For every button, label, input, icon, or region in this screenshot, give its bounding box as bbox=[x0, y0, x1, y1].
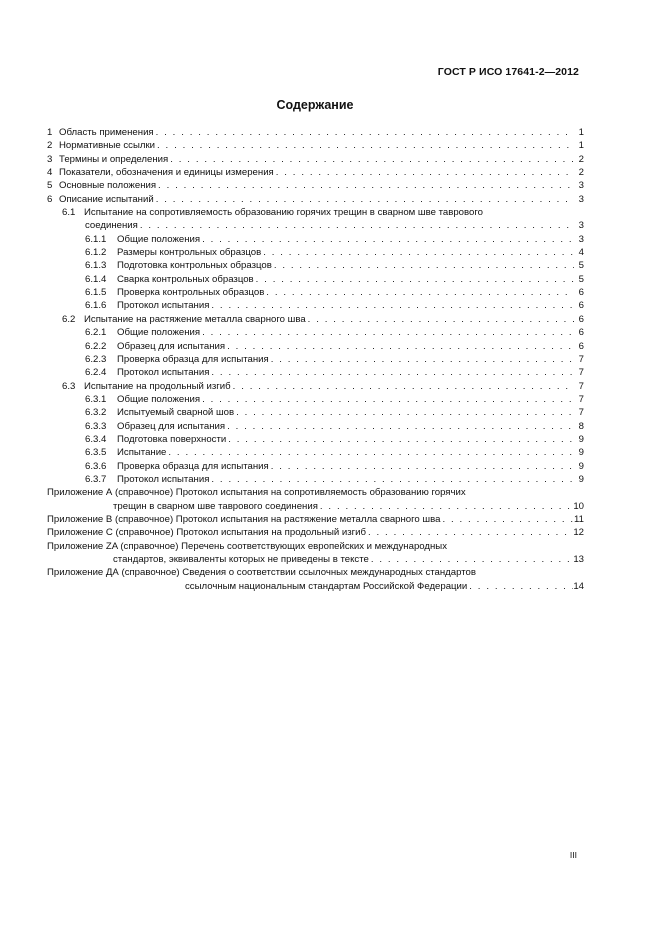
page-title: Содержание bbox=[276, 98, 354, 112]
toc-entry-title bbox=[47, 153, 168, 166]
toc-entry-title bbox=[85, 353, 269, 366]
toc-entry bbox=[47, 259, 584, 272]
toc-entry-number: 6.1.3 bbox=[85, 260, 107, 272]
annex-entry-title: Приложение В (справочное) Протокол испытания на растяжение металла сварного шва bbox=[47, 513, 441, 525]
leader-dots bbox=[366, 526, 573, 539]
leader-dots bbox=[138, 219, 574, 232]
leader-dots bbox=[306, 313, 574, 326]
toc-entry-title bbox=[85, 326, 200, 339]
annex-entry-title-cont: стандартов, эквиваленты которых не приведены в тексте bbox=[113, 554, 369, 565]
annex-entry-line: Приложение ZA (справочное) Перечень соответствующих европейских и международных bbox=[47, 540, 447, 552]
toc-entry-number: 6.1.5 bbox=[85, 287, 107, 299]
leader-dots bbox=[166, 446, 574, 459]
annex-entry-page: 13 bbox=[573, 554, 584, 565]
leader-dots bbox=[269, 460, 574, 473]
toc-entry bbox=[47, 219, 584, 232]
toc-entry-number: 6.3.7 bbox=[85, 473, 107, 485]
toc-entry-title bbox=[85, 406, 234, 419]
annex-entry bbox=[47, 513, 584, 526]
leader-dots bbox=[226, 433, 574, 446]
toc-entry-page: 2 bbox=[578, 167, 584, 179]
toc-entry bbox=[47, 473, 584, 486]
toc-entry-number: 6.3.5 bbox=[85, 447, 107, 459]
leader-dots bbox=[209, 299, 574, 312]
toc-entry-number: 4 bbox=[47, 167, 53, 179]
toc-entry-number: 2 bbox=[47, 140, 53, 152]
toc-entry-title bbox=[85, 393, 200, 406]
toc-entry-text: Испытуемый сварной шов bbox=[117, 407, 235, 419]
toc-entry bbox=[47, 393, 584, 406]
toc-entry bbox=[47, 313, 584, 326]
toc-entry-text: Проверка контрольных образцов bbox=[117, 287, 265, 299]
leader-dots bbox=[264, 286, 574, 299]
toc-entry bbox=[47, 326, 584, 339]
leader-dots bbox=[467, 580, 573, 593]
toc-entry-text: Термины и определения bbox=[59, 153, 169, 165]
annex-entry-line: Приложение А (справочное) Протокол испытания на сопротивляемость образованию горячих bbox=[47, 487, 466, 499]
annex-entry bbox=[47, 500, 584, 513]
toc-entry-page: 9 bbox=[578, 447, 584, 459]
toc-entry bbox=[47, 153, 584, 166]
toc-entry-text: Испытание на продольный изгиб bbox=[84, 380, 231, 392]
toc-entry-title bbox=[85, 460, 269, 473]
toc-entry-text: Описание испытаний bbox=[59, 193, 154, 205]
toc-entry-page: 3 bbox=[578, 180, 584, 192]
toc-entry-text: Область применения bbox=[59, 127, 154, 138]
toc-entry-title bbox=[85, 286, 264, 299]
toc-entry-text: Общие положения bbox=[117, 327, 201, 339]
toc-entry-title bbox=[47, 193, 154, 206]
toc-entry bbox=[47, 420, 584, 433]
toc-entry-page: 9 bbox=[578, 460, 584, 472]
toc-entry bbox=[47, 433, 584, 446]
toc-entry-number: 6.3.1 bbox=[85, 393, 107, 405]
toc-entry-page: 7 bbox=[578, 407, 584, 419]
toc-entry-number: 3 bbox=[47, 153, 53, 165]
toc-entry bbox=[47, 246, 584, 259]
annex-entry bbox=[47, 553, 584, 566]
toc-entry-page: 5 bbox=[578, 273, 584, 285]
toc-entry-title bbox=[85, 340, 225, 353]
toc-entry-page: 4 bbox=[578, 247, 584, 259]
toc-entry-title bbox=[85, 446, 166, 459]
toc-entry-page: 7 bbox=[578, 380, 584, 392]
toc-entry-text: Нормативные ссылки bbox=[59, 140, 156, 152]
toc-entry bbox=[47, 193, 584, 206]
annex-entry-title: Приложение С (справочное) Протокол испытания на продольный изгиб bbox=[47, 527, 366, 539]
toc-entry-number: 5 bbox=[47, 180, 53, 192]
toc-entry-title bbox=[85, 246, 261, 259]
toc-entry-title bbox=[85, 233, 200, 246]
toc-entry-text: Проверка образца для испытания bbox=[117, 460, 269, 472]
toc-entry-title bbox=[85, 273, 254, 286]
toc-entry-page: 9 bbox=[578, 473, 584, 485]
annex-entry-page: 11 bbox=[574, 513, 584, 525]
toc-entry-text: Протокол испытания bbox=[117, 300, 210, 312]
toc-entry-title bbox=[85, 433, 226, 446]
annex-entry-title-cont: трещин в сварном шве таврового соединения bbox=[113, 500, 318, 512]
toc-entry-title bbox=[85, 420, 225, 433]
leader-dots bbox=[225, 340, 574, 353]
toc-entry-title bbox=[85, 299, 209, 312]
toc-entry-title: Испытание на сопротивляемость образованию горячих трещин в сварном шве таврового bbox=[84, 207, 483, 219]
leader-dots bbox=[231, 380, 574, 393]
toc-entry bbox=[47, 366, 584, 379]
toc-entry-page: 6 bbox=[578, 287, 584, 299]
toc-entry-page: 6 bbox=[578, 340, 584, 352]
document-code: ГОСТ Р ИСО 17641-2—2012 bbox=[437, 66, 579, 78]
toc-entry-text: Подготовка поверхности bbox=[117, 433, 227, 445]
toc-entry bbox=[47, 179, 584, 192]
toc-entry-text: Образец для испытания bbox=[117, 340, 226, 352]
annex-entry-page: 14 bbox=[573, 580, 584, 592]
toc-entry-text: Размеры контрольных образцов bbox=[117, 247, 262, 259]
leader-dots bbox=[155, 139, 574, 152]
toc-entry bbox=[47, 340, 584, 353]
toc-entry-page: 7 bbox=[578, 393, 584, 405]
leader-dots bbox=[154, 193, 574, 206]
toc-entry-number: 6.3 bbox=[62, 380, 76, 392]
leader-dots bbox=[209, 366, 574, 379]
toc-entry-page: 6 bbox=[578, 327, 584, 339]
page-number: III bbox=[569, 850, 577, 860]
toc-entry-number: 6.3.6 bbox=[85, 460, 107, 472]
toc-entry-page: 2 bbox=[578, 153, 584, 165]
toc-entry-number: 6.3.2 bbox=[85, 407, 107, 419]
toc-entry-page: 8 bbox=[578, 420, 584, 432]
toc-entry-number: 6.3.4 bbox=[85, 433, 107, 445]
annex-entry-page: 10 bbox=[573, 500, 584, 512]
toc-entry-page: 1 bbox=[578, 140, 584, 152]
toc-entry-number: 6.1.1 bbox=[85, 233, 107, 245]
toc-entry-title bbox=[47, 139, 155, 152]
toc-entry-text: Основные положения bbox=[59, 180, 157, 192]
toc-entry-number: 6.3.3 bbox=[85, 420, 107, 432]
toc-entry-number: 6.2.3 bbox=[85, 353, 107, 365]
leader-dots bbox=[274, 166, 574, 179]
annex-entry-title-cont: ссылочным национальным стандартам Российской Федерации bbox=[185, 580, 468, 592]
toc-entry-text: Протокол испытания bbox=[117, 473, 210, 485]
toc-entry-text: Испытание на растяжение металла сварного шва bbox=[84, 313, 306, 325]
toc-entry-text: Протокол испытания bbox=[117, 367, 210, 379]
toc-entry-title bbox=[85, 259, 272, 272]
toc-entry-text: Образец для испытания bbox=[117, 420, 226, 432]
leader-dots bbox=[261, 246, 574, 259]
toc-entry-page: 3 bbox=[578, 193, 584, 205]
toc-entry bbox=[47, 353, 584, 366]
toc-entry-text: Сварка контрольных образцов bbox=[117, 273, 254, 285]
leader-dots bbox=[269, 353, 574, 366]
leader-dots bbox=[209, 473, 574, 486]
toc-entry bbox=[47, 233, 584, 246]
table-of-contents bbox=[47, 126, 584, 593]
leader-dots bbox=[440, 513, 574, 526]
leader-dots bbox=[168, 153, 574, 166]
toc-entry-line bbox=[47, 206, 584, 219]
toc-entry-page: 9 bbox=[578, 433, 584, 445]
toc-entry-title bbox=[47, 166, 274, 179]
toc-entry-text: Общие положения bbox=[117, 233, 201, 245]
toc-entry-page: 7 bbox=[578, 353, 584, 365]
toc-entry-page: 1 bbox=[578, 127, 584, 138]
toc-entry bbox=[47, 126, 584, 139]
toc-entry bbox=[47, 166, 584, 179]
leader-dots bbox=[154, 126, 574, 139]
toc-entry bbox=[47, 446, 584, 459]
toc-entry bbox=[47, 406, 584, 419]
toc-entry-page: 3 bbox=[578, 233, 584, 245]
leader-dots bbox=[318, 500, 573, 513]
toc-entry-title bbox=[62, 313, 306, 326]
leader-dots bbox=[200, 393, 574, 406]
leader-dots bbox=[200, 233, 574, 246]
toc-entry-number: 6 bbox=[47, 193, 53, 205]
toc-entry-number: 6.1.2 bbox=[85, 247, 107, 259]
leader-dots bbox=[156, 179, 574, 192]
toc-entry-text: Проверка образца для испытания bbox=[117, 353, 269, 365]
toc-entry-number: 6.2.4 bbox=[85, 367, 107, 379]
toc-entry-title bbox=[62, 380, 231, 393]
toc-entry-title bbox=[85, 473, 209, 486]
leader-dots bbox=[225, 420, 574, 433]
toc-entry-text: Подготовка контрольных образцов bbox=[117, 260, 272, 272]
toc-entry-number: 6.2 bbox=[62, 313, 76, 325]
leader-dots bbox=[272, 259, 574, 272]
leader-dots bbox=[234, 406, 574, 419]
leader-dots bbox=[200, 326, 574, 339]
annex-entry bbox=[47, 580, 584, 593]
toc-entry bbox=[47, 139, 584, 152]
toc-entry-number: 6.1.6 bbox=[85, 300, 107, 312]
toc-entry-text: Показатели, обозначения и единицы измерения bbox=[59, 167, 274, 179]
toc-entry-number: 1 bbox=[47, 127, 53, 138]
toc-entry bbox=[47, 273, 584, 286]
toc-entry-title bbox=[47, 126, 154, 139]
toc-entry-title bbox=[47, 179, 156, 192]
toc-entry-page: 6 bbox=[578, 300, 584, 312]
leader-dots bbox=[369, 553, 573, 566]
toc-entry-text: Общие положения bbox=[117, 393, 201, 405]
toc-entry-page: 5 bbox=[578, 260, 584, 272]
toc-entry-page: 3 bbox=[578, 220, 584, 232]
toc-entry-title-cont: соединения bbox=[85, 220, 138, 232]
annex-entry-page: 12 bbox=[573, 527, 584, 539]
toc-entry-page: 7 bbox=[578, 367, 584, 379]
annex-entry bbox=[47, 526, 584, 539]
toc-entry-number: 6.2.2 bbox=[85, 340, 107, 352]
toc-entry bbox=[47, 460, 584, 473]
toc-entry-page: 6 bbox=[578, 313, 584, 325]
toc-entry-number: 6.1 bbox=[62, 207, 76, 219]
toc-entry bbox=[47, 286, 584, 299]
toc-entry-text: Испытание bbox=[117, 447, 167, 459]
toc-entry-title bbox=[85, 366, 209, 379]
toc-entry-number: 6.2.1 bbox=[85, 327, 107, 339]
annex-entry-line: Приложение ДА (справочное) Сведения о соответствии ссылочных международных стандартов bbox=[47, 567, 476, 579]
toc-entry-number: 6.1.4 bbox=[85, 273, 107, 285]
toc-entry bbox=[47, 380, 584, 393]
toc-entry bbox=[47, 299, 584, 312]
leader-dots bbox=[254, 273, 574, 286]
